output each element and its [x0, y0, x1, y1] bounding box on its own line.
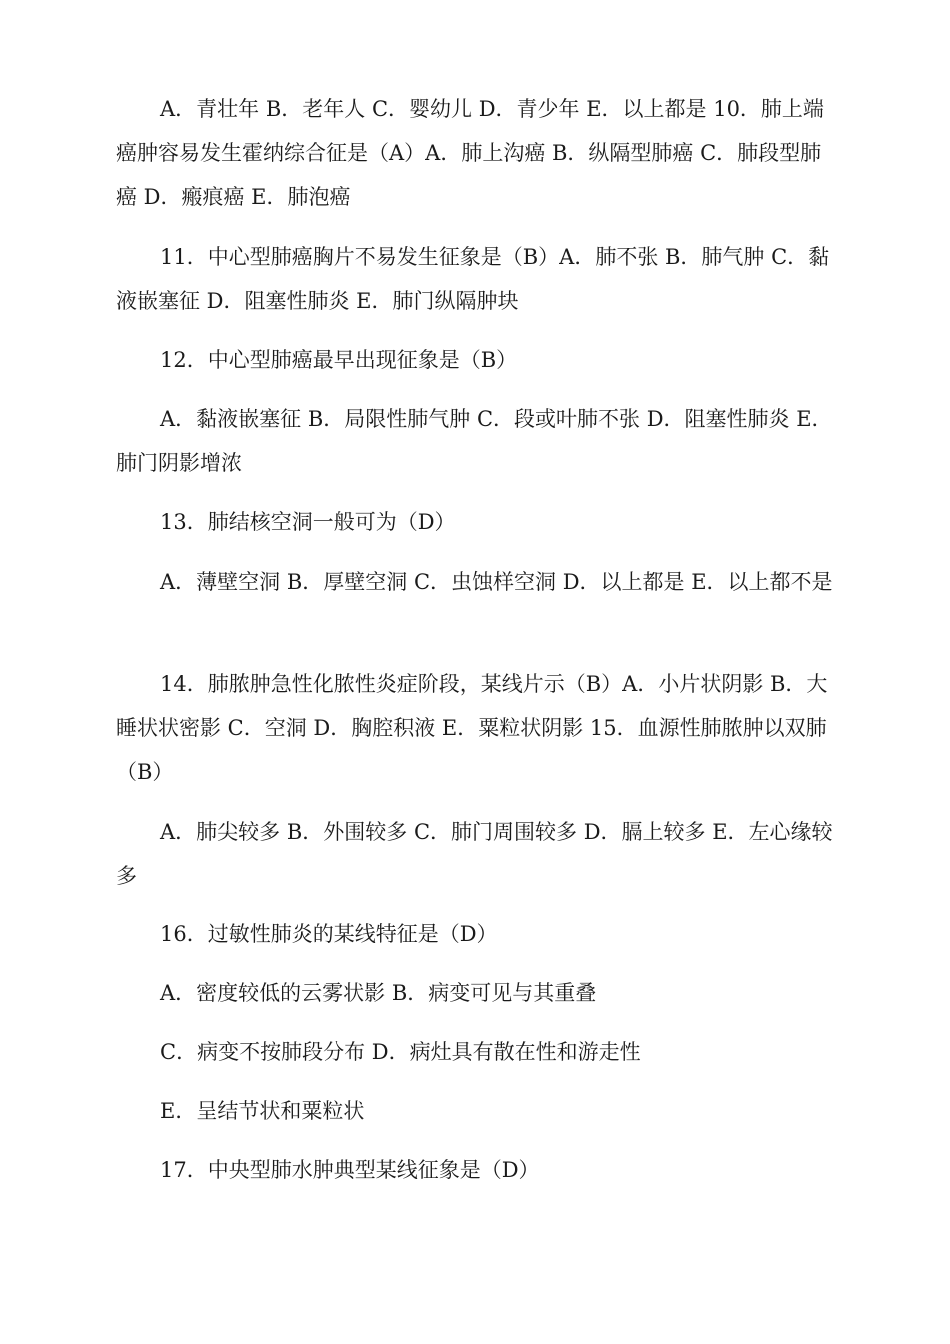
paragraph-question-14-15: 14．肺脓肿急性化脓性炎症阶段，某线片示（B）A．小片状阴影 B．大睡状状密影 C．空洞 D．胸腔积液 E．粟粒状阴影 15．血源性肺脓肿以双肺（B） — [116, 672, 828, 784]
paragraph-question-11: 11．中心型肺癌胸片不易发生征象是（B）A．肺不张 B．肺气肿 C．黏液嵌塞征 D．阻塞性肺炎 E．肺门纵隔肿块 — [116, 245, 830, 313]
paragraph-options-q9-q10: A．青壮年 B．老年人 C．婴幼儿 D．青少年 E．以上都是 10．肺上端癌肿容易发生霍纳综合征是（A）A．肺上沟癌 B．纵隔型肺癌 C．肺段型肺癌 D．瘢痕癌 E．肺泡癌 — [116, 97, 824, 209]
paragraph-question-17: 17．中央型肺水肿典型某线征象是（D） — [160, 1158, 540, 1182]
paragraph-options-q13: A．薄壁空洞 B．厚壁空洞 C．虫蚀样空洞 D．以上都是 E．以上都不是 — [160, 570, 833, 594]
paragraph-options-q16-cd: C．病变不按肺段分布 D．病灶具有散在性和游走性 — [160, 1040, 641, 1064]
paragraph-question-13: 13．肺结核空洞一般可为（D） — [160, 510, 456, 534]
paragraph-options-q16-ab: A．密度较低的云雾状影 B．病变可见与其重叠 — [160, 981, 597, 1005]
paragraph-options-q15: A．肺尖较多 B．外围较多 C．肺门周围较多 D．膈上较多 E．左心缘较多 — [116, 820, 833, 888]
paragraph-options-q16-e: E．呈结节状和粟粒状 — [160, 1099, 365, 1123]
paragraph-question-12: 12．中心型肺癌最早出现征象是（B） — [160, 348, 518, 372]
paragraph-question-16: 16．过敏性肺炎的某线特征是（D） — [160, 922, 498, 946]
paragraph-options-q12: A．黏液嵌塞征 B．局限性肺气肿 C．段或叶肺不张 D．阻塞性肺炎 E．肺门阴影增浓 — [116, 407, 833, 475]
